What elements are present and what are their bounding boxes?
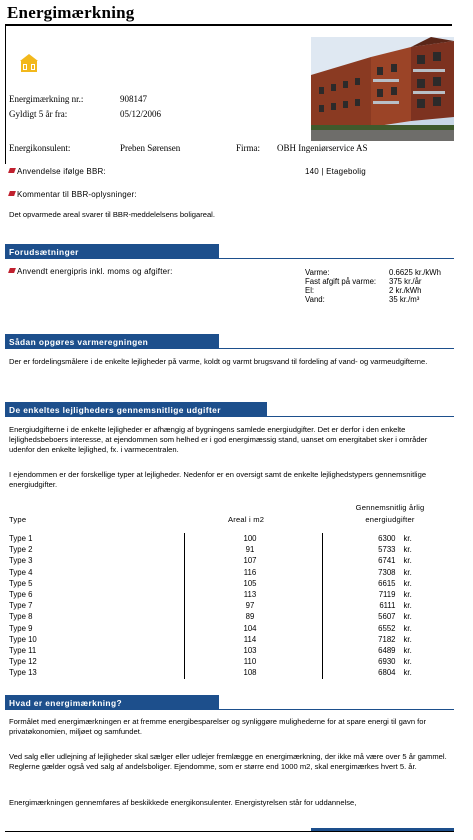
- cell-area: 116: [184, 567, 322, 578]
- cell-cost: [322, 667, 454, 678]
- cost-unit: kr.: [403, 646, 412, 656]
- table-row: [9, 567, 454, 578]
- cell-area: 108: [184, 667, 322, 678]
- table-row: [9, 623, 454, 634]
- bbr-usage-label: Anvendelse ifølge BBR:: [17, 167, 106, 176]
- cost-value: 6300: [378, 534, 396, 543]
- bbr-usage-row: [9, 167, 106, 176]
- cost-unit: kr.: [403, 567, 412, 577]
- price-name: Varme:: [305, 268, 330, 277]
- hvad-text-1: Formålet med energimærkningen er at fremme energibesparelser og synliggøre mulighederne for at spare energi til gavn for privatøkonomien, miljøet og samfundet.: [9, 717, 427, 736]
- cell-type: Type 10: [9, 634, 37, 644]
- cell-cost: [322, 634, 454, 645]
- cell-cost: [322, 544, 454, 555]
- table-row: [9, 578, 454, 589]
- cost-unit: kr.: [403, 668, 412, 678]
- firm-label: Firma:: [236, 143, 260, 153]
- cost-value: 7308: [378, 567, 396, 577]
- cell-type: Type 8: [9, 612, 33, 622]
- table-row: [9, 533, 454, 544]
- cell-area: 103: [184, 645, 322, 656]
- footer-frame: [5, 831, 454, 832]
- cell-type: Type 13: [9, 668, 37, 678]
- table-row: [9, 555, 454, 566]
- cell-cost: [322, 600, 454, 611]
- cost-value: 6552: [378, 623, 396, 633]
- frame-left-border: [5, 26, 6, 164]
- cost-value: 6741: [378, 556, 396, 566]
- cell-cost: [322, 623, 454, 634]
- cell-area: 110: [184, 656, 322, 667]
- cost-value: 6615: [378, 578, 396, 588]
- table-row: [9, 656, 454, 667]
- document-title: Energimærkning: [7, 3, 135, 22]
- cell-type: Type 9: [9, 623, 33, 633]
- price-value: 0.6625 kr./kWh: [389, 268, 442, 277]
- cell-area: 114: [184, 634, 322, 645]
- cell-area: 105: [184, 578, 322, 589]
- section-rule: [219, 348, 454, 349]
- bullet-icon: [8, 168, 16, 173]
- section-rule: [219, 258, 454, 259]
- cell-cost: [322, 656, 454, 667]
- hvad-text-2: Ved salg eller udlejning af lejligheder skal sælger eller udlejer fremlægge en energimærkning, der ikke må være over 5 år gammel. Reglerne gælder også ved salg af andelsboliger. Ejendomme, som er større end 1000 m2, skal energimærkes hvert 5. år.: [9, 752, 447, 771]
- valid-from-value: 05/12/2006: [120, 109, 162, 119]
- section-header-udgifter: De enkeltes lejligheders gennemsnitlige udgifter: [5, 402, 267, 417]
- consultant-value: Preben Sørensen: [120, 143, 181, 153]
- cell-type: Type 11: [9, 646, 37, 656]
- energy-price-row: [9, 267, 173, 276]
- cell-area: 107: [184, 555, 322, 566]
- cost-unit: kr.: [403, 623, 412, 633]
- energy-label-number-label: Energimærkning nr.:: [9, 94, 84, 104]
- table-row: [9, 634, 454, 645]
- bbr-comment-row: [9, 190, 137, 199]
- energy-label-number-value: 908147: [120, 94, 147, 104]
- house-logo: [18, 52, 40, 74]
- table-row: [9, 544, 454, 555]
- table-row: [9, 589, 454, 600]
- table-header-type: Type: [9, 515, 27, 524]
- cost-value: 5733: [378, 545, 396, 555]
- price-value: 375 kr./år: [389, 277, 422, 286]
- cell-area: 91: [184, 544, 322, 555]
- cell-area: 89: [184, 611, 322, 622]
- table-row: [9, 600, 454, 611]
- cell-type: Type 12: [9, 657, 37, 667]
- cost-unit: kr.: [403, 578, 412, 588]
- price-value: 2 kr./kWh: [389, 286, 422, 295]
- consultant-label: Energikonsulent:: [9, 143, 71, 153]
- cost-unit: kr.: [403, 534, 412, 543]
- section-rule: [5, 416, 454, 417]
- udgifter-text-2: I ejendommen er der forskellige typer at lejligheder. Nedenfor er en oversigt samt de enkelte lejlighedstypers gennemsnitlige energiudgifter.: [9, 470, 427, 489]
- table-row: [9, 645, 454, 656]
- bullet-icon: [8, 268, 16, 273]
- price-name: Fast afgift på varme:: [305, 277, 377, 286]
- cell-cost: [322, 578, 454, 589]
- price-value: 35 kr./m³: [389, 295, 420, 304]
- cell-type: Type 2: [9, 545, 33, 555]
- cost-unit: kr.: [403, 590, 412, 600]
- valid-from-label: Gyldigt 5 år fra:: [9, 109, 68, 119]
- section-rule: [219, 709, 454, 710]
- udgifter-text-1: Energiudgifterne i de enkelte lejligheder er afhængig af bygningens samlede energiudgifter. Det er derfor i den enkelte lejlighedsbeboers interesse, at ejendommen som helhed er i god energimæssig stand, uanset om energitabet sker i områder udenfor den enkelte lejlighed, fx. i varmecentralen.: [9, 425, 428, 454]
- cost-value: 6111: [379, 601, 396, 611]
- cell-cost: [322, 555, 454, 566]
- cost-unit: kr.: [403, 634, 412, 644]
- cell-type: Type 7: [9, 601, 33, 611]
- cell-area: 100: [184, 533, 322, 544]
- cell-cost: [322, 645, 454, 656]
- cost-value: 6930: [378, 657, 396, 667]
- cell-cost: [322, 567, 454, 578]
- cell-cost: [322, 611, 454, 622]
- section-header-forudsaetninger: Forudsætninger: [5, 244, 219, 259]
- cell-cost: [322, 533, 454, 544]
- cell-type: Type 1: [9, 534, 33, 543]
- cost-value: 6489: [378, 646, 396, 656]
- section-header-hvad: Hvad er energimærkning?: [5, 695, 219, 710]
- cost-value: 7119: [378, 590, 396, 600]
- price-name: Vand:: [305, 295, 325, 304]
- cell-type: Type 6: [9, 590, 33, 600]
- apartment-table: [9, 533, 454, 679]
- cost-value: 7182: [378, 634, 396, 644]
- table-row: [9, 611, 454, 622]
- cost-unit: kr.: [403, 657, 412, 667]
- cell-area: 104: [184, 623, 322, 634]
- bbr-usage-value: 140 | Etagebolig: [305, 167, 366, 176]
- cell-type: Type 3: [9, 556, 33, 566]
- cell-area: 97: [184, 600, 322, 611]
- table-row: [9, 667, 454, 678]
- price-values: [389, 268, 441, 304]
- price-name: El:: [305, 286, 315, 295]
- cost-value: 6804: [378, 668, 396, 678]
- section-header-varmeregning: Sådan opgøres varmeregningen: [5, 334, 219, 349]
- firm-value: OBH Ingeniørservice AS: [277, 143, 368, 153]
- hvad-text-3: Energimærkningen gennemføres af beskikkede energikonsulenter. Energistyrelsen står for uddannelse,: [9, 798, 357, 807]
- title-rule: [5, 24, 452, 26]
- energy-price-label: Anvendt energipris inkl. moms og afgifter:: [17, 267, 173, 276]
- cost-unit: kr.: [403, 545, 412, 555]
- cell-area: 113: [184, 589, 322, 600]
- cell-cost: [322, 589, 454, 600]
- table-header-cost-1: Gennemsnitlig årlig: [355, 503, 425, 512]
- cost-unit: kr.: [403, 556, 412, 566]
- bullet-icon: [8, 191, 16, 196]
- table-header-area: Areal i m2: [228, 515, 265, 524]
- price-names: [305, 268, 376, 304]
- bbr-comment-text: Det opvarmede areal svarer til BBR-meddelelsens boligareal.: [9, 210, 215, 219]
- table-header-cost-2: energiudgifter: [365, 515, 415, 524]
- cell-type: Type 5: [9, 578, 33, 588]
- cell-type: Type 4: [9, 567, 33, 577]
- bbr-comment-label: Kommentar til BBR-oplysninger:: [17, 190, 137, 199]
- cost-unit: kr.: [403, 612, 412, 622]
- cost-unit: kr.: [403, 601, 412, 611]
- varmeregning-text: Der er fordelingsmålere i de enkelte lejligheder på varme, koldt og varmt brugsvand til fordeling af vand- og varmeudgifterne.: [9, 357, 428, 366]
- building-photo: [311, 37, 454, 141]
- cost-value: 5607: [378, 612, 396, 622]
